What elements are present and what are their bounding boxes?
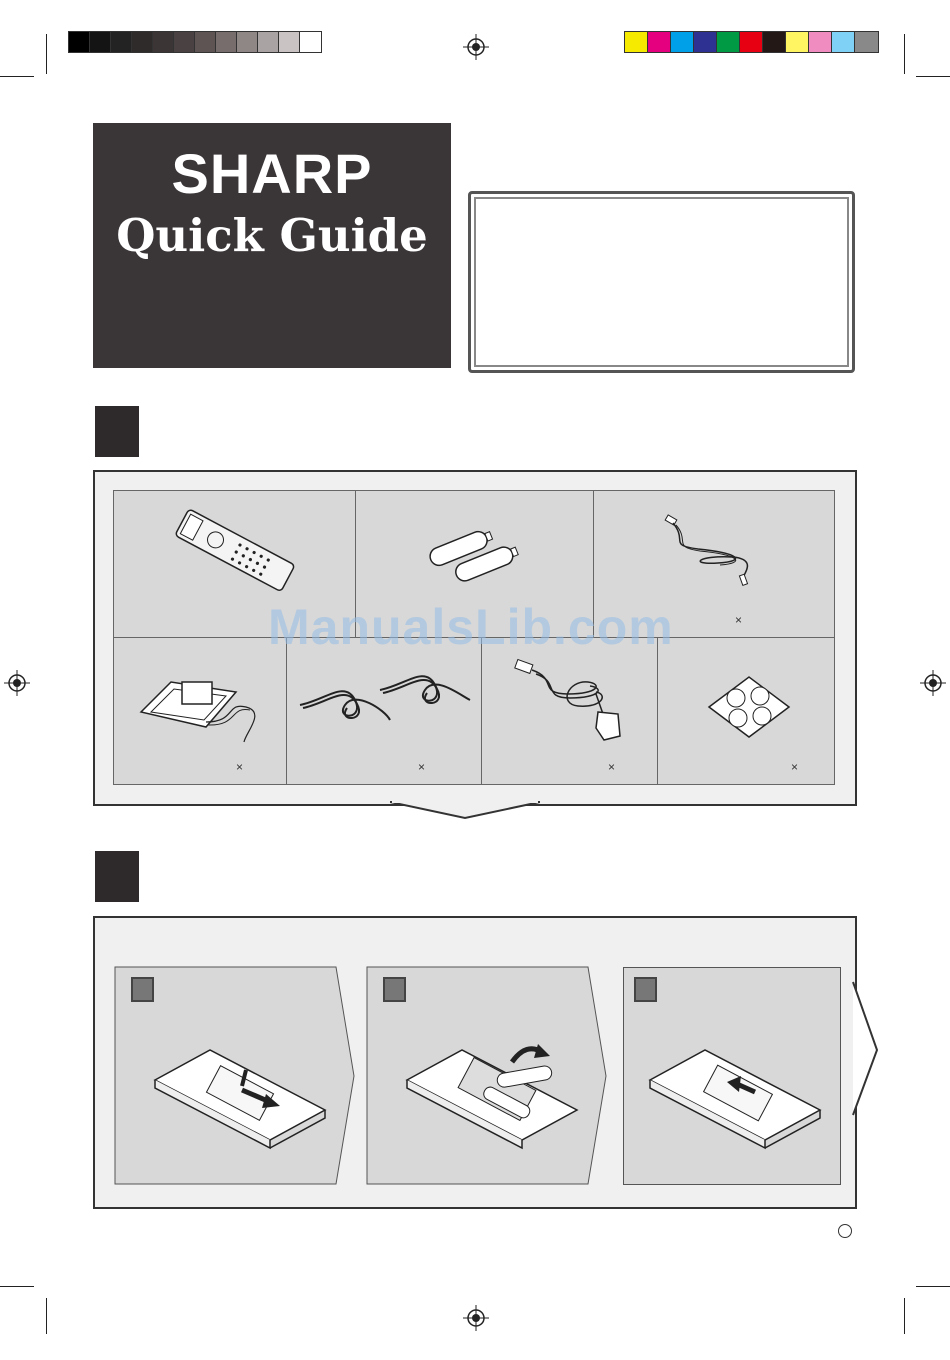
calibration-swatch (740, 32, 763, 52)
batteries-icon (422, 519, 532, 589)
calibration-swatch (717, 32, 740, 52)
calibration-swatch (90, 32, 111, 52)
calibration-swatch (300, 32, 321, 52)
remote-close-cover-icon (645, 1040, 825, 1150)
brand-logo: SHARP (171, 142, 373, 205)
calibration-swatch (809, 32, 832, 52)
section-marker (95, 406, 139, 457)
remote-open-cover-icon (150, 1040, 330, 1150)
accessory-cell-speaker-pads (657, 637, 835, 785)
calibration-swatch (237, 32, 258, 52)
step-number-marker (131, 977, 154, 1002)
registration-mark-icon (463, 1305, 489, 1331)
calibration-swatch (216, 32, 237, 52)
calibration-swatch (671, 32, 694, 52)
crop-mark (904, 34, 905, 74)
quantity-label: × (735, 613, 743, 627)
calibration-swatch (111, 32, 132, 52)
calibration-swatch (195, 32, 216, 52)
crop-mark (904, 1298, 905, 1334)
calibration-swatch (832, 32, 855, 52)
calibration-swatch (694, 32, 717, 52)
ac-adaptor-icon (508, 654, 638, 754)
quantity-label: × (236, 760, 244, 774)
crop-mark (46, 34, 47, 74)
remote-insert-batteries-icon (402, 1040, 582, 1150)
accessory-cell-am-loop-antenna (113, 637, 287, 785)
calibration-swatch (625, 32, 648, 52)
crop-mark (916, 76, 950, 77)
guide-title: Quick Guide (116, 209, 428, 262)
registration-mark-icon (4, 670, 30, 696)
crop-mark (916, 1286, 950, 1287)
registration-mark-icon (920, 670, 946, 696)
calibration-swatch (648, 32, 671, 52)
quantity-label: × (791, 760, 799, 774)
accessory-cell-speaker-wires (286, 637, 482, 785)
calibration-swatch (258, 32, 279, 52)
crop-mark (46, 1298, 47, 1334)
calibration-swatch (279, 32, 300, 52)
speaker-wires-icon (295, 660, 475, 740)
title-panel (93, 123, 451, 368)
registration-mark-icon (463, 34, 489, 60)
section-marker (95, 851, 139, 902)
accessory-cell-ac-adaptor (481, 637, 658, 785)
watermark: ManualsLib.com (268, 599, 674, 655)
am-loop-antenna-icon (126, 652, 276, 752)
calibration-swatch (69, 32, 90, 52)
crop-mark (0, 76, 34, 77)
calibration-swatch (855, 32, 878, 52)
calibration-swatch (174, 32, 195, 52)
calibration-swatch (132, 32, 153, 52)
remote-control-icon (164, 507, 304, 597)
panel-arrow (851, 980, 881, 1120)
speaker-pads-icon (704, 672, 794, 742)
page-number-circle (838, 1224, 852, 1238)
calibration-swatch (153, 32, 174, 52)
calibration-swatch (763, 32, 786, 52)
quantity-label: × (418, 760, 426, 774)
quantity-label: × (608, 760, 616, 774)
panel-pointer (390, 800, 540, 822)
crop-mark (0, 1286, 34, 1287)
calibration-swatch (786, 32, 809, 52)
fm-antenna-icon (658, 511, 768, 591)
step-number-marker (383, 977, 406, 1002)
step-number-marker (634, 977, 657, 1002)
model-info-box (468, 191, 855, 373)
